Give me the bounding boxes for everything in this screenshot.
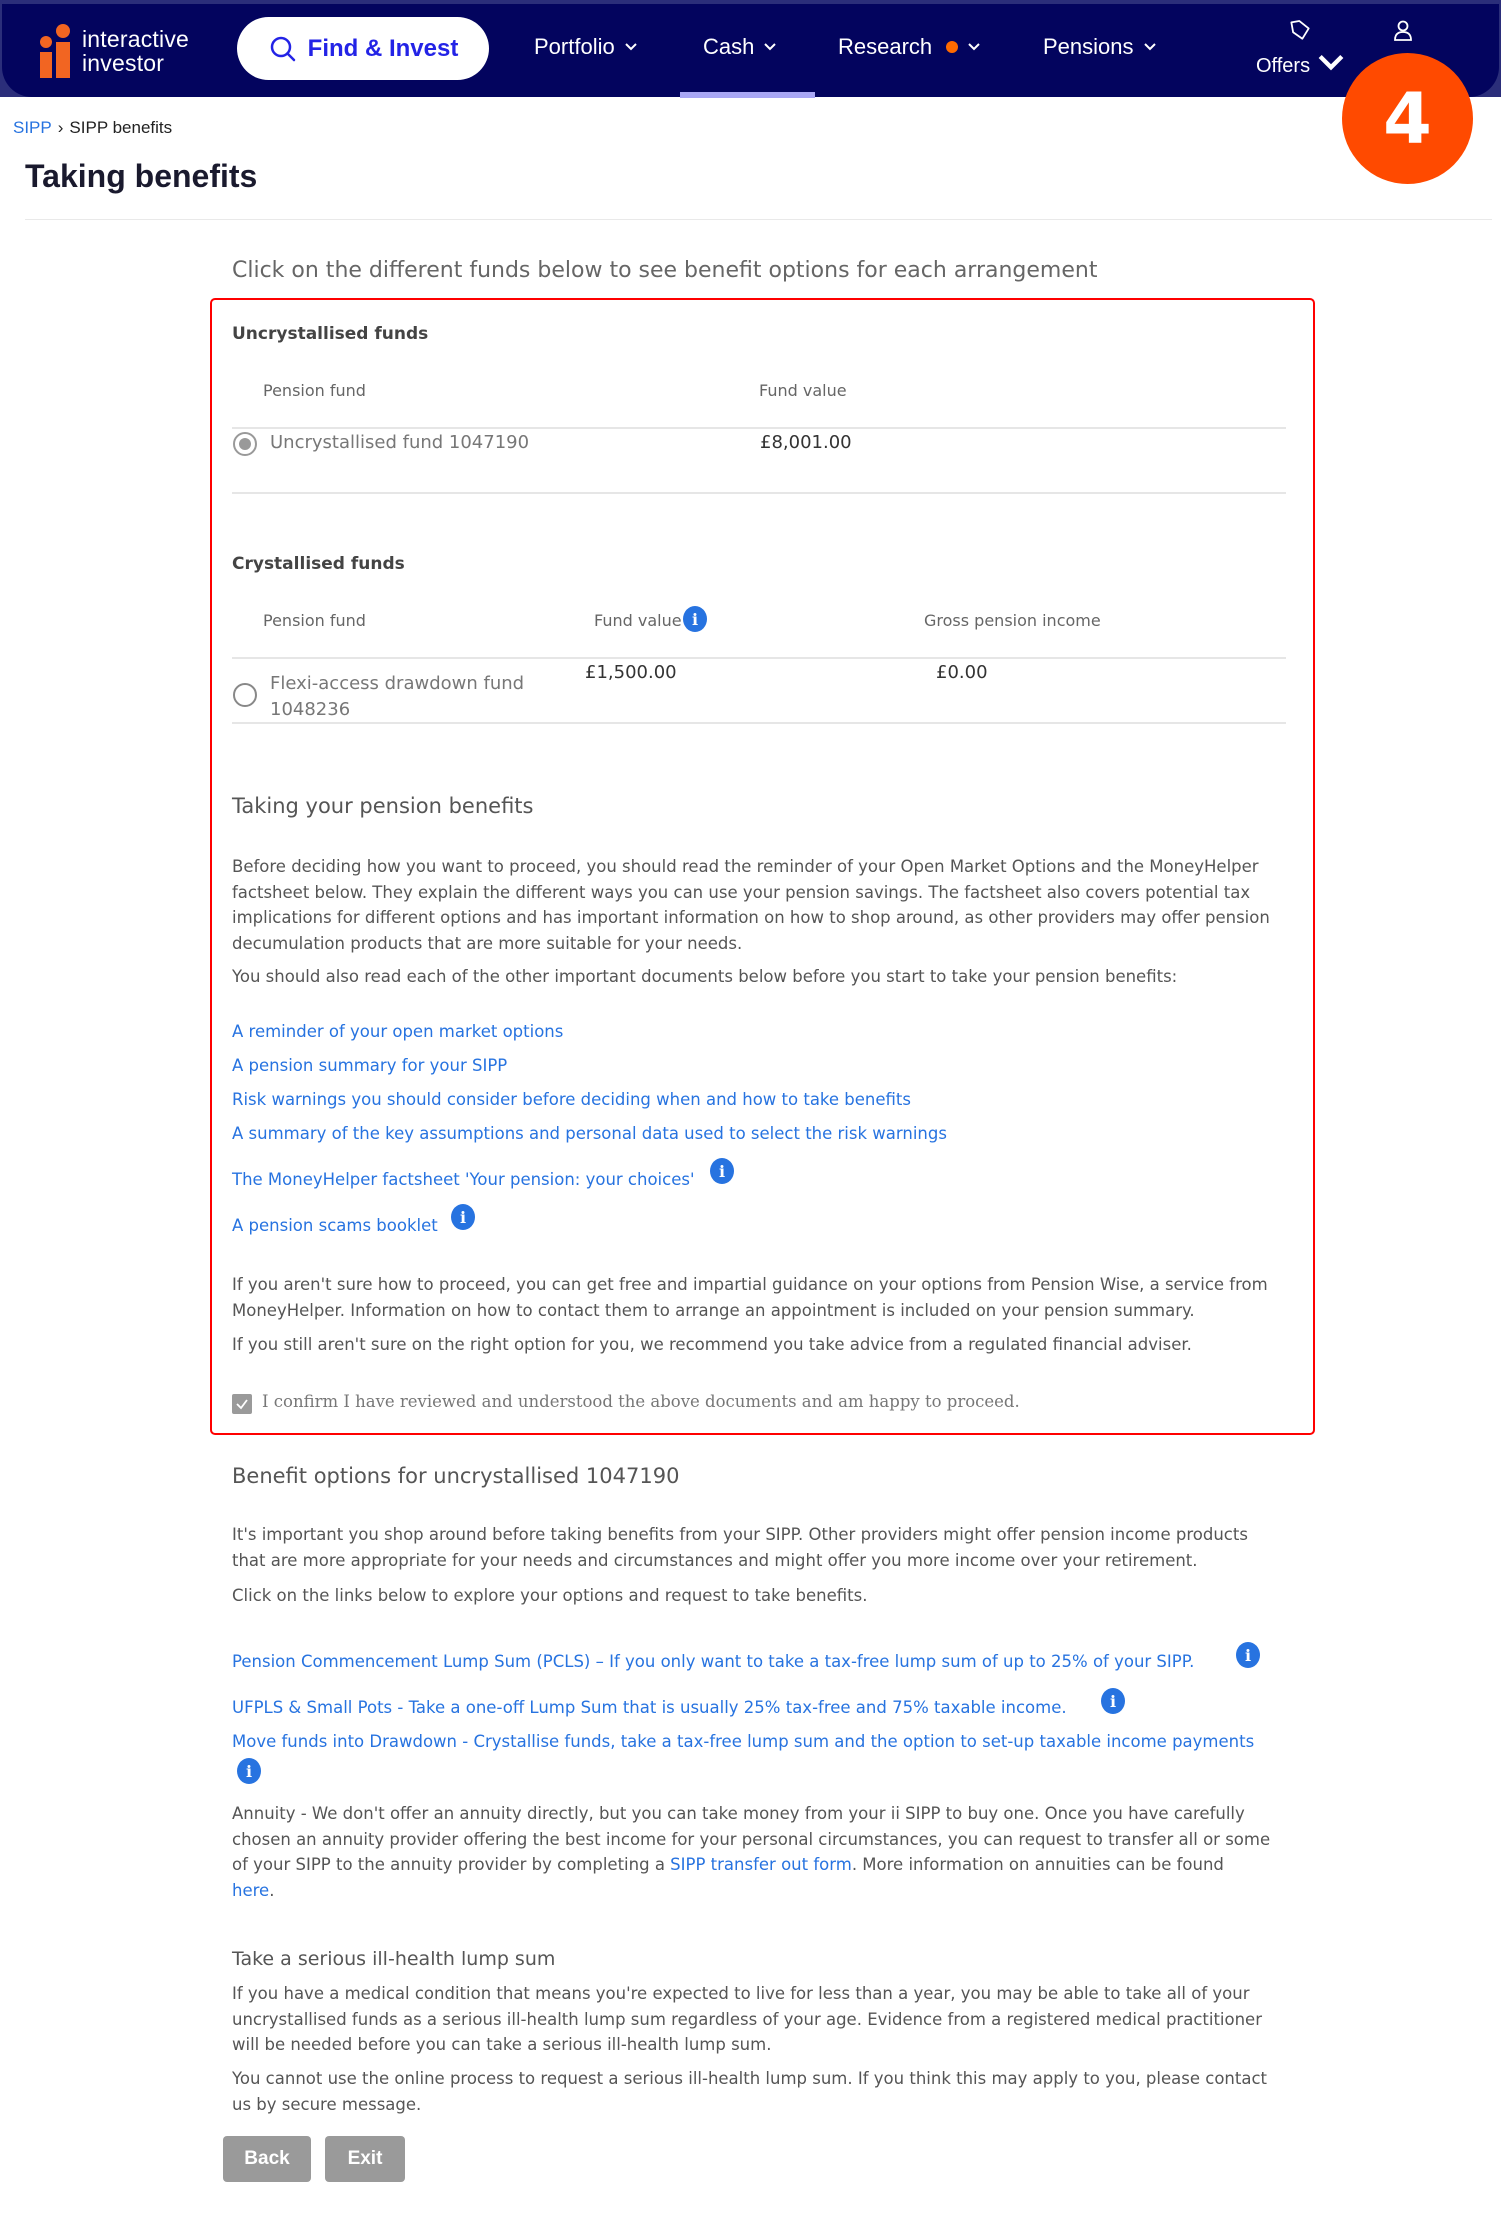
nav-offers[interactable] <box>1256 18 1344 82</box>
annuity-text-part: . More information on annuities can be found <box>851 1855 1224 1874</box>
logo-line-2: investor <box>82 50 165 76</box>
nav-portfolio[interactable] <box>534 34 637 60</box>
link-key-assumptions[interactable]: A summary of the key assumptions and personal data used to select the risk warnings <box>232 1124 947 1143</box>
link-ufpls-small-pots[interactable]: UFPLS & Small Pots - Take a one-off Lump Sum that is usually 25% tax-free and 75% taxable income. <box>232 1698 1067 1717</box>
para-line <box>232 1852 1270 1878</box>
logo-mark-icon <box>40 36 52 78</box>
link-annuities-here[interactable]: here <box>232 1880 270 1900</box>
link-pcls[interactable]: Pension Commencement Lump Sum (PCLS) – If you only want to take a tax-free lump sum of up to 25% of your SIPP. <box>232 1652 1195 1671</box>
para-line: Before deciding how you want to proceed, you should read the reminder of your Open Market Options and the MoneyHelper <box>232 857 1259 876</box>
breadcrumb-separator: › <box>57 118 64 137</box>
link-open-market-options[interactable]: A reminder of your open market options <box>232 1022 564 1041</box>
fund-name: Uncrystallised fund 1047190 <box>270 432 530 453</box>
main-navigation <box>2 4 1499 97</box>
fund-name <box>270 671 524 723</box>
table-divider <box>232 492 1286 494</box>
search-icon <box>268 34 298 64</box>
para-line: chosen an annuity provider offering the best income for your personal circumstances, you can request to transfer all or some <box>232 1829 1271 1849</box>
info-icon[interactable]: i <box>237 1758 261 1784</box>
fund-radio-flexi-access-1048236[interactable] <box>233 683 257 707</box>
col-header-pension-fund: Pension fund <box>263 611 366 630</box>
logo-mark-icon-2 <box>56 24 70 78</box>
annuity-text <box>232 1801 1270 1903</box>
link-risk-warnings[interactable]: Risk warnings you should consider before deciding when and how to take benefits <box>232 1090 911 1109</box>
find-invest-label: Find & Invest <box>307 34 459 62</box>
info-icon[interactable]: i <box>451 1204 475 1230</box>
col-header-gross-pension-income: Gross pension income <box>924 611 1101 630</box>
nav-pensions[interactable] <box>1043 34 1156 60</box>
info-icon[interactable]: i <box>710 1158 734 1184</box>
breadcrumb-sipp[interactable]: SIPP <box>13 118 52 137</box>
confirm-checkbox[interactable] <box>232 1394 252 1414</box>
title-divider <box>25 219 1492 220</box>
gross-pension-income: £0.00 <box>936 662 988 683</box>
fund-name-line-2: 1048236 <box>270 699 351 720</box>
annuity-text-part: of your SIPP to the annuity provider by completing a <box>232 1855 671 1874</box>
ill-health-text <box>232 1981 1262 2058</box>
fund-value: £1,500.00 <box>585 662 677 683</box>
annotation-step-badge: 4 <box>1342 53 1473 184</box>
para-line: If you have a medical condition that means you're expected to live for less than a year, you may be able to take all of your <box>232 1984 1250 2003</box>
taking-benefits-heading: Taking your pension benefits <box>232 794 534 818</box>
find-invest-button[interactable] <box>237 17 489 80</box>
para-line: will be needed before you can take a serious ill-health lump sum. <box>232 2035 772 2054</box>
ii-logo[interactable] <box>38 22 218 80</box>
crystallised-heading: Crystallised funds <box>232 554 405 574</box>
fund-name-line-1: Flexi-access drawdown fund <box>270 673 525 694</box>
shop-around-text <box>232 1522 1262 1573</box>
chevron-down-icon <box>625 43 637 51</box>
chevron-down-icon <box>764 43 776 51</box>
link-pension-summary[interactable]: A pension summary for your SIPP <box>232 1056 508 1075</box>
fund-value: £8,001.00 <box>760 432 852 453</box>
active-nav-indicator <box>680 92 815 98</box>
para-line: implications for different options and has important information on how to shop around, as other providers may offer pension <box>232 908 1270 927</box>
para-line: Annuity - We don't offer an annuity directly, but you can take money from your ii SIPP to buy one. Once you have carefully <box>232 1804 1245 1823</box>
chevron-down-icon <box>968 43 980 51</box>
nav-cash-label: Cash <box>703 34 755 59</box>
guidance-text <box>232 1272 1268 1323</box>
user-icon <box>1390 18 1416 44</box>
link-moneyhelper-factsheet[interactable]: The MoneyHelper factsheet 'Your pension: your choices' <box>232 1170 695 1189</box>
explore-options-text: Click on the links below to explore your options and request to take benefits. <box>232 1586 868 1605</box>
ill-health-heading: Take a serious ill-health lump sum <box>232 1948 556 1970</box>
logo-text <box>82 27 189 75</box>
link-sipp-transfer-out-form[interactable]: SIPP transfer out form <box>670 1855 852 1874</box>
fund-radio-uncrystallised-1047190[interactable] <box>233 432 257 456</box>
intro-text: Click on the different funds below to see benefit options for each arrangement <box>232 258 1098 283</box>
para-line: decumulation products that are more suitable for your needs. <box>232 933 743 953</box>
exit-button[interactable]: Exit <box>325 2136 405 2182</box>
nav-profile[interactable] <box>1390 18 1416 50</box>
col-header-fund-value: Fund value <box>594 611 682 630</box>
checkmark-icon <box>232 1394 252 1414</box>
nav-portfolio-label: Portfolio <box>534 34 615 59</box>
link-pension-scams-booklet[interactable]: A pension scams booklet <box>232 1216 438 1235</box>
breadcrumb <box>13 118 172 138</box>
para-line: You cannot use the online process to request a serious ill-health lump sum. If you think this may apply to you, please contact <box>232 2069 1267 2088</box>
notification-dot-icon <box>946 41 958 53</box>
chevron-down-icon <box>1318 50 1344 76</box>
benefit-options-heading: Benefit options for uncrystallised 1047190 <box>232 1464 680 1488</box>
nav-offers-label: Offers <box>1256 54 1311 77</box>
para-line: that are more appropriate for your needs and circumstances and might offer you more income over your retirement. <box>232 1550 1198 1570</box>
info-icon[interactable]: i <box>1101 1688 1125 1714</box>
uncrystallised-heading: Uncrystallised funds <box>232 324 429 344</box>
info-icon[interactable]: i <box>683 606 707 632</box>
col-header-fund-value: Fund value <box>759 381 847 400</box>
documents-intro: You should also read each of the other important documents below before you start to take your pension benefits: <box>232 967 1178 986</box>
back-button[interactable]: Back <box>223 2136 311 2182</box>
para-line: MoneyHelper. Information on how to contact them to arrange an appointment is included on your pension summary. <box>232 1300 1195 1320</box>
nav-cash[interactable] <box>703 34 776 60</box>
nav-research[interactable] <box>838 34 980 60</box>
nav-pensions-label: Pensions <box>1043 34 1134 59</box>
taking-benefits-intro <box>232 854 1270 956</box>
link-move-to-drawdown[interactable]: Move funds into Drawdown - Crystallise funds, take a tax-free lump sum and the option to set-up taxable income payments <box>232 1732 1255 1751</box>
table-divider <box>232 722 1286 724</box>
col-header-pension-fund: Pension fund <box>263 381 366 400</box>
info-icon[interactable]: i <box>1236 1642 1260 1668</box>
table-divider <box>232 657 1286 659</box>
tag-icon <box>1287 18 1313 44</box>
para-line: It's important you shop around before taking benefits from your SIPP. Other providers might offer pension income products <box>232 1525 1248 1544</box>
page-title: Taking benefits <box>25 158 258 194</box>
para-line: If you aren't sure how to proceed, you can get free and impartial guidance on your options from Pension Wise, a service from <box>232 1275 1268 1294</box>
table-divider <box>232 427 1286 429</box>
chevron-down-icon <box>1144 43 1156 51</box>
confirm-label: I confirm I have reviewed and understood the above documents and am happy to proceed. <box>262 1392 1020 1411</box>
logo-line-1: interactive <box>82 26 190 52</box>
para-line <box>232 1878 1270 1904</box>
advice-text: If you still aren't sure on the right option for you, we recommend you take advice from a regulated financial adviser. <box>232 1335 1192 1354</box>
para-line: uncrystallised funds as a serious ill-health lump sum regardless of your age. Evidence from a registered medical practitioner <box>232 2009 1262 2029</box>
breadcrumb-sipp-benefits: SIPP benefits <box>69 118 173 137</box>
nav-research-label: Research <box>838 34 933 59</box>
para-line: factsheet below. They explain the different ways you can use your pension savings. The factsheet also covers potential tax <box>232 882 1251 902</box>
para-line: us by secure message. <box>232 2094 422 2114</box>
ill-health-contact-text <box>232 2066 1267 2117</box>
annuity-text-end: . <box>269 1880 275 1900</box>
